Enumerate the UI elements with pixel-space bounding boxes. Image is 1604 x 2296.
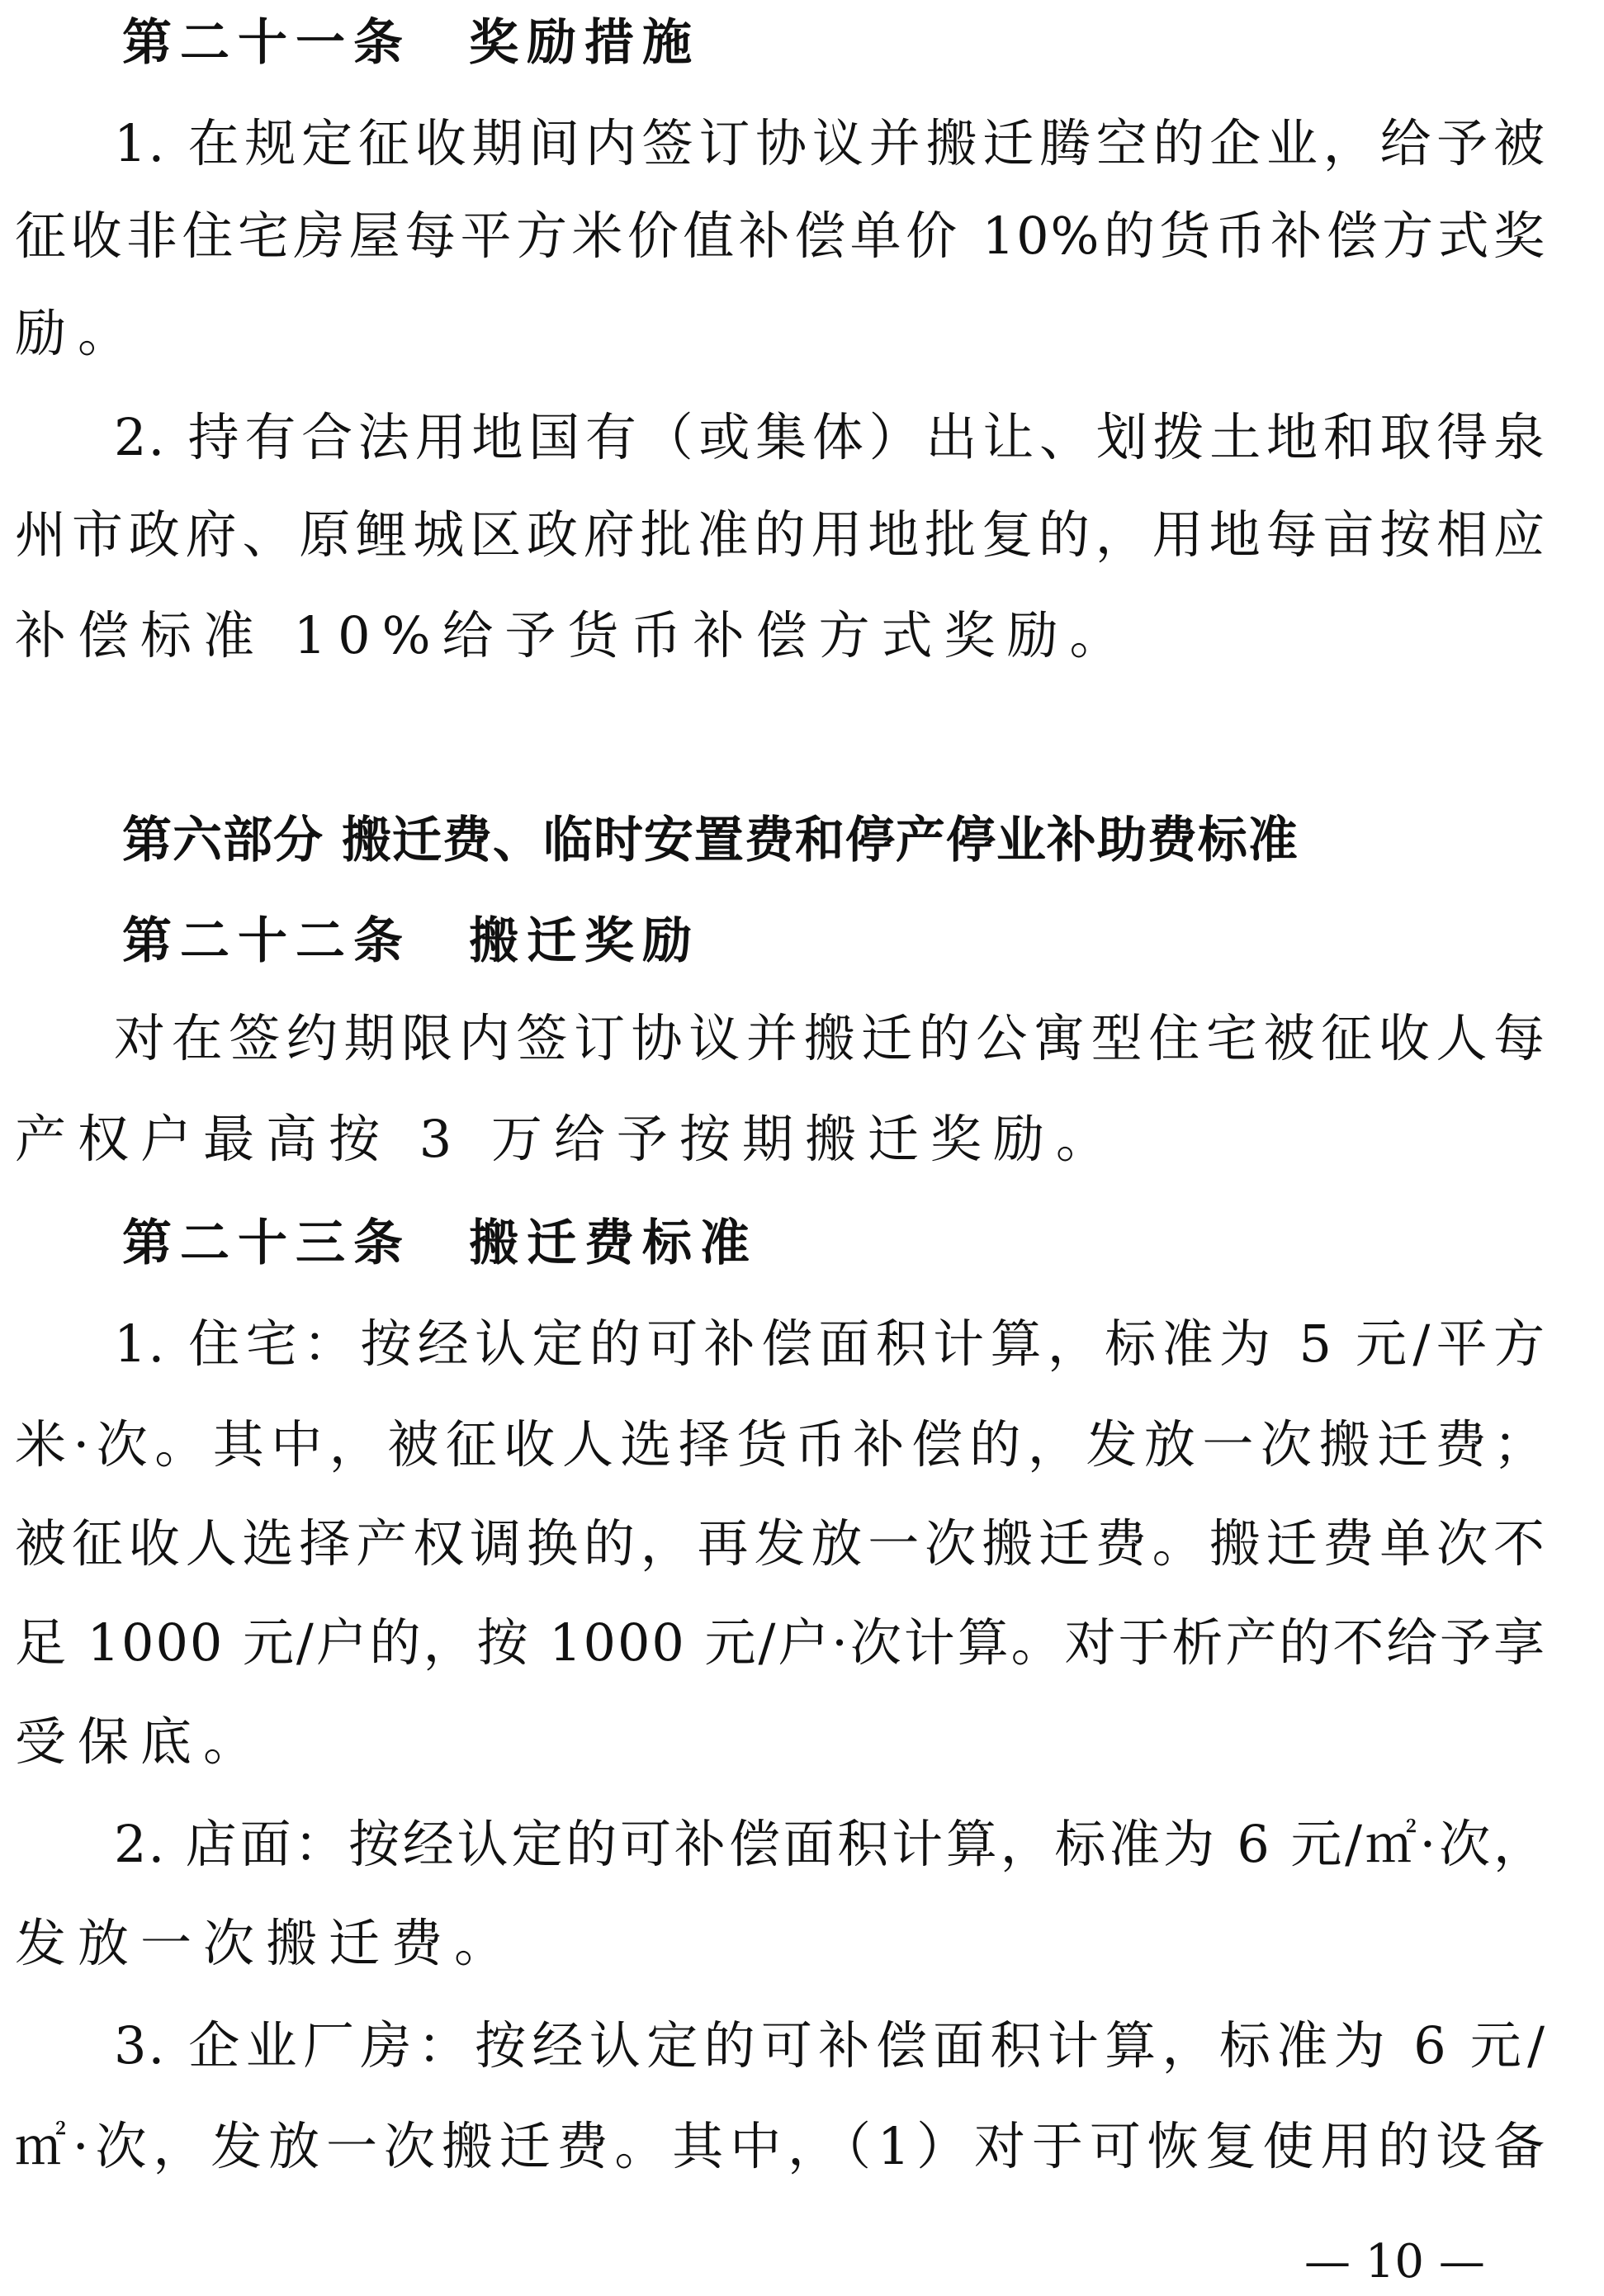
article-23-para2-line1: 2. 店面：按经认定的可补偿面积计算，标准为 6 元/㎡·次， — [114, 1814, 1546, 1874]
article-21-heading — [122, 2, 700, 84]
article-23-para1-line4: 足 1000 元/户的，按 1000 元/户·次计算。对于析产的不给予享 — [15, 1612, 1546, 1673]
article-21-title: 奖励措施 — [469, 14, 700, 72]
article-23-para1-line3: 被征收人选择产权调换的，再发放一次搬迁费。搬迁费单次不 — [15, 1513, 1546, 1574]
page-number: — 10 — — [1304, 2235, 1485, 2289]
article-21-para1-line1: 1. 在规定征收期间内签订协议并搬迁腾空的企业，给予被 — [114, 113, 1546, 173]
article-22-heading — [122, 900, 700, 982]
article-23-para3-line1: 3. 企业厂房：按经认定的可补偿面积计算，标准为 6 元/ — [114, 2015, 1546, 2076]
article-23-para1-line5: 受保底。 — [15, 1711, 267, 1772]
article-21-para1-line2: 征收非住宅房屋每平方米价值补偿单价 10%的货币补偿方式奖 — [15, 206, 1546, 266]
part6-heading: 第六部分 搬迁费、临时安置费和停产停业补助费标准 — [122, 812, 1299, 869]
article-21-number: 第二十一条 — [122, 14, 411, 72]
article-22-para1-line2: 产权户最高按 3 万给予按期搬迁奖励。 — [15, 1109, 1119, 1169]
article-23-para3-line2: ㎡·次，发放一次搬迁费。其中，（1）对于可恢复使用的设备 — [15, 2116, 1546, 2176]
article-23-title: 搬迁费标准 — [469, 1214, 758, 1272]
article-23-para1-line1: 1. 住宅：按经认定的可补偿面积计算，标准为 5 元/平方 — [114, 1314, 1546, 1374]
article-23-para2-line2: 发放一次搬迁费。 — [15, 1913, 518, 1973]
article-21-para2-line3: 补偿标准 10%给予货币补偿方式奖励。 — [15, 605, 1133, 665]
article-21-para2-line2: 州市政府、原鲤城区政府批准的用地批复的，用地每亩按相应 — [15, 504, 1546, 565]
article-23-para1-line2: 米·次。其中，被征收人选择货币补偿的，发放一次搬迁费； — [15, 1414, 1546, 1475]
article-22-number: 第二十二条 — [122, 912, 411, 970]
article-22-para1-line1: 对在签约期限内签订协议并搬迁的公寓型住宅被征收人每 — [114, 1008, 1546, 1068]
article-21-para2-line1: 2. 持有合法用地国有（或集体）出让、划拨土地和取得泉 — [114, 407, 1546, 467]
article-22-title: 搬迁奖励 — [469, 912, 700, 970]
article-21-para1-line3: 励。 — [15, 303, 141, 363]
article-23-heading — [122, 1202, 758, 1285]
article-23-number: 第二十三条 — [122, 1214, 411, 1272]
